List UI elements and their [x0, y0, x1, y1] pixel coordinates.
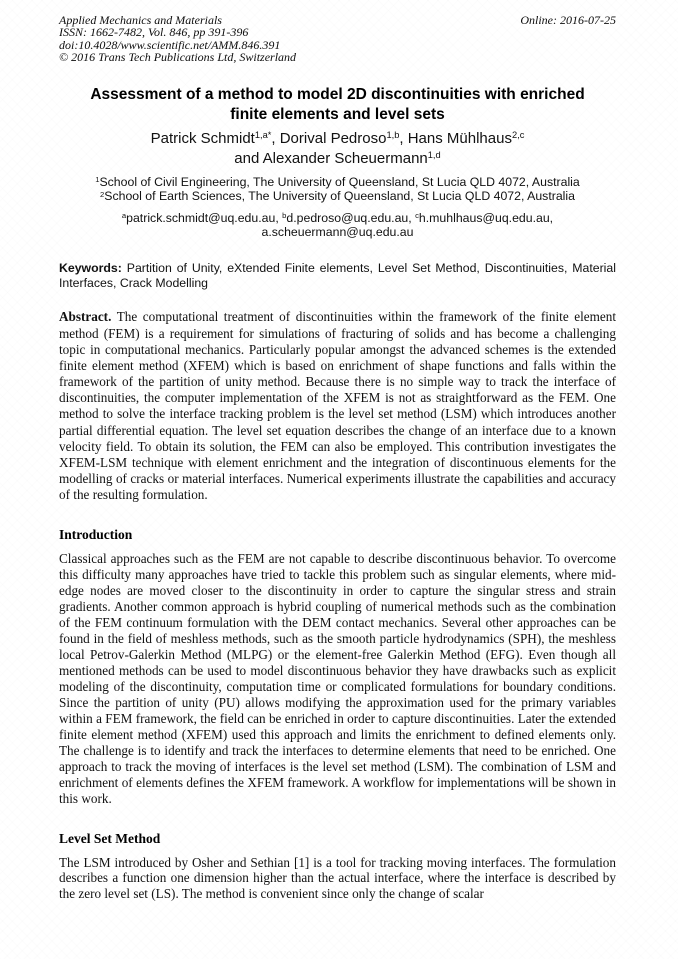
paper-title — [59, 85, 616, 126]
abstract — [59, 309, 616, 503]
online-date: Online: 2016-07-25 — [520, 13, 616, 27]
section-body-level-set-method: The LSM introduced by Osher and Sethian [1] is a tool for tracking moving interfaces. The formulation describes a function one dimension higher than the actual interface, where the interface is described by the zero level set (LS). The method is convenient since only the change of scalar — [59, 854, 616, 902]
paper-title-line-1: Assessment of a method to model 2D discontinuities with enriched — [90, 85, 585, 103]
copyright-line: © 2016 Trans Tech Publications Ltd, Switzerland — [59, 50, 297, 65]
abstract-text: The computational treatment of discontinuities within the framework of the finite element method (FEM) is a requirement for simulations of fracturing of solids and has become a challenging topic in computational mechanics. Particularly popular amongst the advanced schemes is the extended finite element method (XFEM) which is based on enrichment of shape functions and falls within the framework of the partition of unity method. Because there is no simple way to track the interface of discontinuities, the computer implementation of the XFEM is not as straightforward as the FEM. One method to solve the interface tracking problem is the level set method (LSM) which introduces another partial differential equation. The level set equation describes the change of an interface due to a known velocity field. To obtain its solution, the FEM can also be employed. This contribution investigates the XFEM-LSM technique with element enrichment and the integration of discontinuous elements for the modelling of cracks or material interfaces. Numerical experiments illustrate the capabilities and accuracy of the resulting formulation. — [59, 309, 616, 503]
authors — [59, 129, 616, 169]
author-emails — [59, 211, 616, 240]
abstract-label: Abstract. — [59, 309, 112, 325]
doi-line: doi:10.4028/www.scientific.net/AMM.846.391 — [59, 37, 281, 52]
email-line-2: a.scheuermann@uq.edu.au — [261, 225, 414, 240]
authors-line-2: and Alexander Scheuermann$^{1,d}$ — [234, 149, 441, 167]
keywords — [59, 261, 616, 290]
affiliation-line-2: $^2$School of Earth Sciences, The University of Queensland, St Lucia QLD 4072, Australia — [100, 189, 575, 204]
section-body-introduction: Classical approaches such as the FEM are not capable to describe discontinuous behavior. To overcome this difficulty many approaches have tried to tackle this problem such as singular elements, where mid-edge nodes are moved closer to the discontinuity in order to capture the singular stress and strain gradients. Another common approach is hybrid coupling of numerical methods such as the combination of the FEM continuum formulation with the DEM contact mechanics. Several other approaches can be found in the field of meshless methods, such as the smooth particle hydrodynamics (SPH), the meshless local Petrov-Galerkin Method (MLPG) or the element-free Galerkin Method (EFG). Even though all mentioned methods can be used to model discontinuous behavior they have drawbacks such as explicit modeling of the discontinuity, computation time or complicated formulations for boundary conditions. Since the partition of unity (PU) allows modifying the approximation used for the primary variables within a FEM framework, the field can be enriched in order to capture discontinuities. Later the extended finite element method (XFEM) used this approach and limits the enrichment to defined elements only. The challenge is to identify and track the interfaces to determine elements that need to be enriched. One approach to track the moving of interfaces is the level set method (LSM). The combination of LSM and enrichment of elements defines the XFEM framework. A workflow for implementations will be shown in this work. — [59, 551, 616, 806]
publication-header — [59, 14, 616, 64]
authors-line-1: Patrick Schmidt$^{1,a*}$, Dorival Pedroso$^{1,b}$, Hans Mühlhaus$^{2,c}$ — [150, 129, 525, 147]
affiliation-line-1: $^1$School of Civil Engineering, The University of Queensland, St Lucia QLD 4072, Australia — [95, 174, 580, 189]
email-line-1: $^a$patrick.schmidt@uq.edu.au, $^b$d.pedroso@uq.edu.au, $^c$h.muhlhaus@uq.edu.au, — [121, 210, 554, 225]
journal-title: Applied Mechanics and Materials — [59, 13, 222, 27]
section-heading-introduction: Introduction — [59, 527, 133, 543]
issn-line: ISSN: 1662-7482, Vol. 846, pp 391-396 — [59, 25, 249, 40]
keywords-label: Keywords: — [59, 261, 122, 275]
section-heading-level-set-method: Level Set Method — [59, 830, 161, 846]
keywords-text: Partition of Unity, eXtended Finite elements, Level Set Method, Discontinuities, Material Interfaces, Crack Modelling — [59, 261, 616, 290]
paper-title-line-2: finite elements and level sets — [230, 106, 445, 124]
affiliations — [59, 175, 616, 204]
